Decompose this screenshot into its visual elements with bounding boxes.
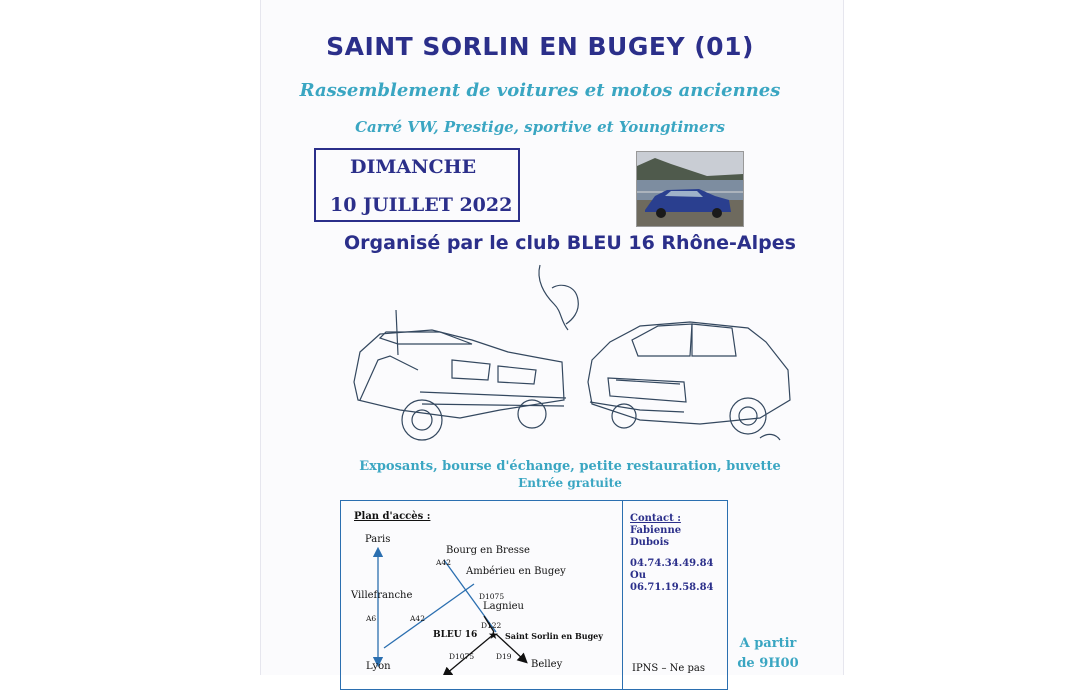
event-subtitle: Rassemblement de voitures et motos anciennes: [299, 80, 781, 101]
map-place-belley: Belley: [531, 659, 563, 670]
start-time: [730, 634, 806, 674]
contact-label: Contact :: [630, 513, 681, 524]
contact-last-name: Dubois: [630, 537, 670, 548]
date-day: DIMANCHE: [350, 156, 477, 178]
map-road-d122: D122: [481, 621, 502, 630]
start-line-1: A partir: [739, 636, 797, 651]
map-heading: Plan d'accès :: [354, 511, 431, 522]
map-road-d1075-bottom: D1075: [449, 652, 475, 661]
event-categories: Carré VW, Prestige, sportive et Youngtimers: [355, 118, 725, 136]
map-place-bourg: Bourg en Bresse: [446, 545, 530, 556]
star-icon: ★: [488, 628, 499, 642]
contact-phone-2: 06.71.19.58.84: [630, 582, 714, 593]
date-full: 10 JUILLET 2022: [330, 194, 513, 216]
map-road-a6: A6: [366, 614, 377, 623]
contact-phone-1: 04.74.34.49.84: [630, 558, 714, 569]
contact-first-name: Fabienne: [630, 525, 682, 536]
map-place-lagnieu: Lagnieu: [483, 601, 525, 612]
map-road-a42-mid: A42: [410, 614, 425, 623]
date-box: [314, 148, 520, 222]
map-place-bleu16: BLEU 16: [433, 630, 478, 640]
access-map: [340, 500, 622, 675]
map-place-villefranche: Villefranche: [351, 590, 413, 601]
map-road-d19: D19: [496, 652, 512, 661]
map-place-lyon: Lyon: [366, 661, 391, 672]
map-place-amberieu: Ambérieu en Bugey: [466, 566, 566, 577]
map-road-a42-top: A42: [436, 558, 451, 567]
cars-illustration: [340, 260, 800, 455]
organizer-line: Organisé par le club BLEU 16 Rhône-Alpes: [344, 232, 796, 254]
map-place-saint-sorlin: Saint Sorlin en Bugey: [505, 631, 603, 641]
entry-line: Entrée gratuite: [518, 476, 622, 490]
map-road-d1075-top: D1075: [479, 592, 505, 601]
event-title: SAINT SORLIN EN BUGEY (01): [326, 32, 754, 61]
ipns-note: IPNS – Ne pas: [632, 663, 705, 674]
map-place-paris: Paris: [365, 534, 391, 545]
features-line: Exposants, bourse d'échange, petite restauration, buvette: [359, 459, 781, 474]
car-photo: [636, 151, 744, 227]
start-line-2: de 9H00: [737, 656, 799, 671]
contact-or: Ou: [630, 570, 646, 581]
